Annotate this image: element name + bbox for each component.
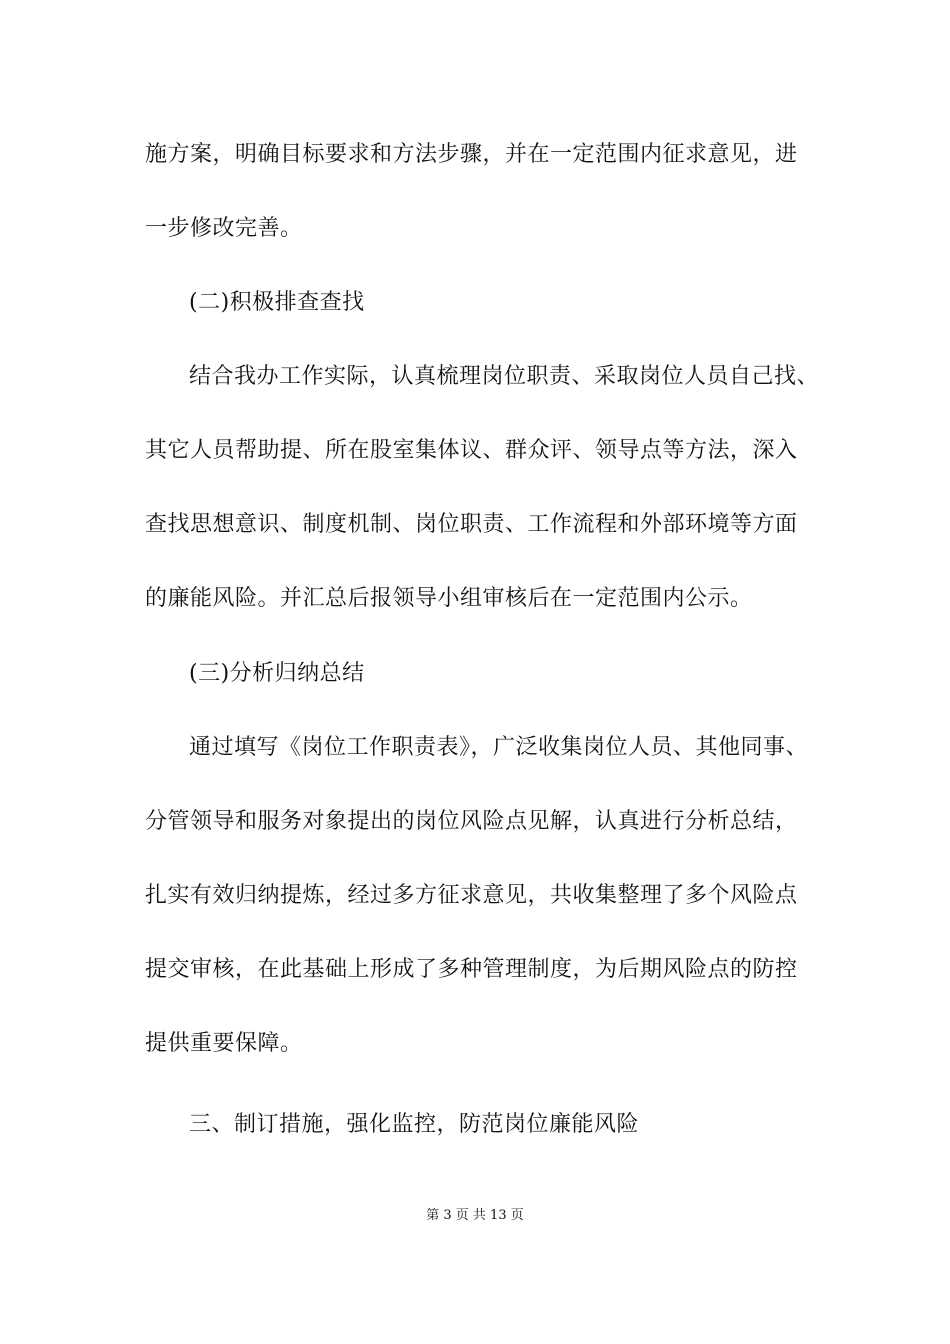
body-text-line: 施方案，明确目标要求和方法步骤，并在一定范围内征求意见，进 [145,142,798,167]
body-text-line: 分管领导和服务对象提出的岗位风险点见解，认真进行分析总结， [145,809,798,834]
body-text-line: 结合我办工作实际，认真梳理岗位职责、采取岗位人员自己找、 [189,364,820,389]
section-heading: 三、制订措施，强化监控，防范岗位廉能风险 [189,1112,640,1137]
section-heading: (三)分析归纳总结 [189,661,365,686]
body-text-line: 扎实有效归纳提炼，经过多方征求意见，共收集整理了多个风险点 [145,883,798,908]
body-text-line: 的廉能风险。并汇总后报领导小组审核后在一定范围内公示。 [145,586,753,611]
body-text-line: 提供重要保障。 [145,1031,303,1056]
body-text-line: 提交审核，在此基础上形成了多种管理制度，为后期风险点的防控 [145,957,798,982]
body-text-line: 查找思想意识、制度机制、岗位职责、工作流程和外部环境等方面 [145,512,798,537]
page-number-footer: 第 3 页 共 13 页 [426,1208,524,1223]
section-heading: (二)积极排查查找 [189,290,365,315]
body-text-line: 其它人员帮助提、所在股室集体议、群众评、领导点等方法，深入 [145,438,798,463]
body-text-line: 一步修改完善。 [145,216,303,241]
body-text-line: 通过填写《岗位工作职责表》，广泛收集岗位人员、其他同事、 [189,735,809,760]
